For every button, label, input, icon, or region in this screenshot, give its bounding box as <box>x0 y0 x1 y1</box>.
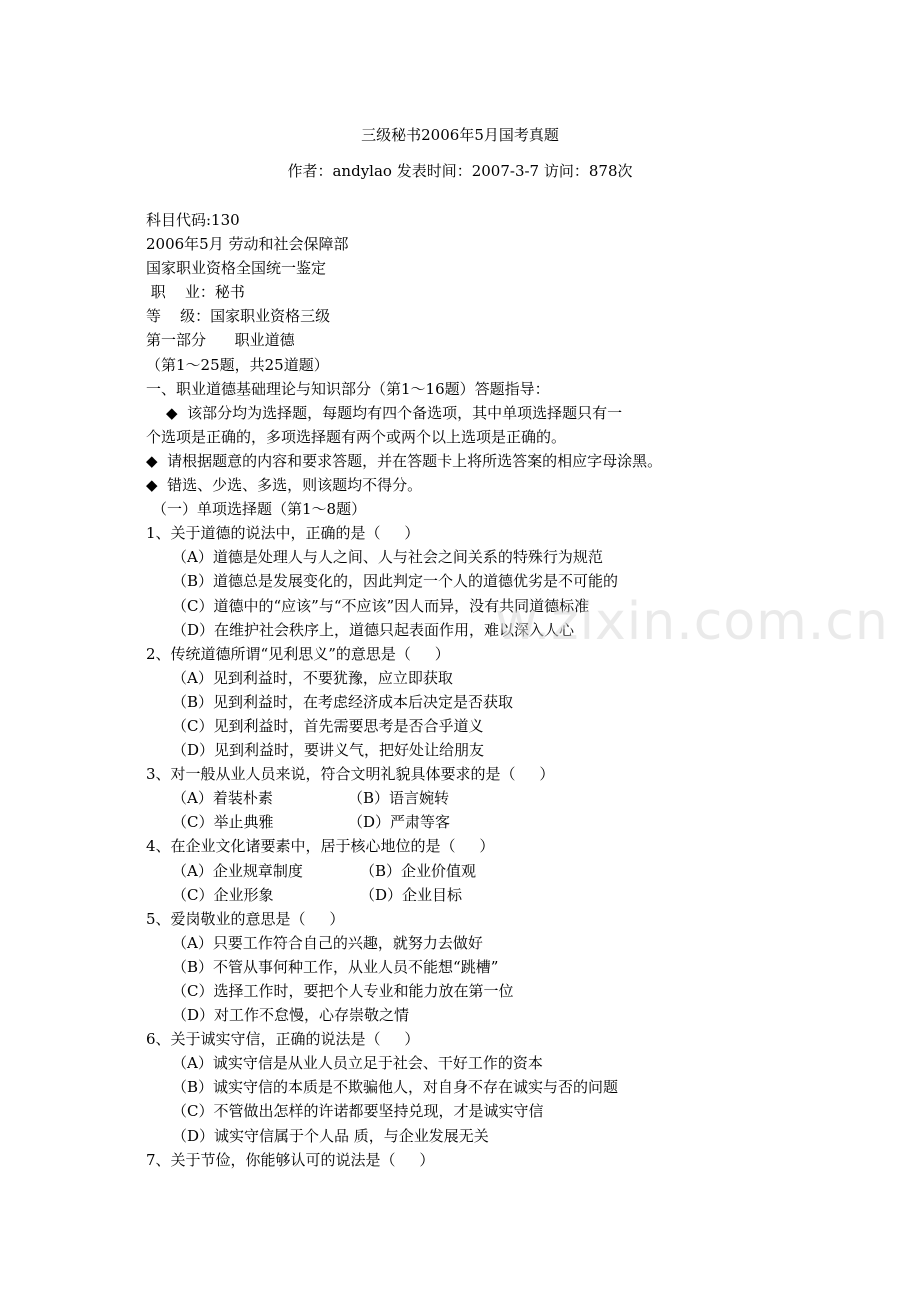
answer-option: （A）着装朴素 <box>172 789 273 808</box>
guide-2: ◆ 请根据题意的内容和要求答题，并在答题卡上将所选答案的相应字母涂黑。 <box>146 451 663 470</box>
single-choice-heading: （一）单项选择题（第1～8题） <box>152 500 367 519</box>
answer-option: （A）见到利益时，不要犹豫，应立即获取 <box>172 668 453 687</box>
answer-option: （B）见到利益时，在考虑经济成本后决定是否获取 <box>172 692 514 711</box>
answer-option: （C）见到利益时，首先需要思考是否合乎道义 <box>172 716 484 735</box>
answer-option: （A）诚实守信是从业人员立足于社会、干好工作的资本 <box>172 1054 543 1073</box>
answer-option-row <box>146 810 786 834</box>
author-line: 作者：andylao 发表时间：2007-3-7 访问：878次 <box>287 162 633 180</box>
answer-option-row <box>146 786 786 810</box>
question-stem: 6、关于诚实守信，正确的说法是（ ） <box>146 1030 420 1049</box>
level: 等 级：国家职业资格三级 <box>146 307 331 326</box>
question-stem: 4、在企业文化诸要素中，居于核心地位的是（ ） <box>146 837 495 856</box>
occupation: 职 业：秘书 <box>146 283 245 302</box>
part-range: （第1～25题，共25道题） <box>146 355 329 374</box>
document-body <box>146 208 786 1172</box>
answer-option: （C）道德中的“应该”与“不应该”因人而异，没有共同道德标准 <box>172 596 590 615</box>
section-heading: 一、职业道德基础理论与知识部分（第1～16题）答题指导： <box>146 379 550 398</box>
answer-option: （C）企业形象 <box>172 885 274 904</box>
answer-option: （D）在维护社会秩序上，道德只起表面作用，难以深入人心 <box>172 620 575 639</box>
answer-option: （B）不管从事何种工作，从业人员不能想“跳槽” <box>172 957 499 976</box>
answer-option: （B）诚实守信的本质是不欺骗他人，对自身不存在诚实与否的问题 <box>172 1078 619 1097</box>
question-stem: 3、对一般从业人员来说，符合文明礼貌具体要求的是（ ） <box>146 765 555 784</box>
subject-code: 科目代码:130 <box>146 211 240 229</box>
answer-option: （A）道德是处理人与人之间、人与社会之间关系的特殊行为规范 <box>172 548 603 567</box>
answer-option-row <box>146 883 786 907</box>
answer-option-row <box>146 859 786 883</box>
question-stem: 7、关于节俭，你能够认可的说法是（ ） <box>146 1150 435 1169</box>
guide-1b: 个选项是正确的，多项选择题有两个或两个以上选项是正确的。 <box>146 427 567 446</box>
answer-option: （C）不管做出怎样的许诺都要坚持兑现，才是诚实守信 <box>172 1102 544 1121</box>
answer-option: （D）诚实守信属于个人品 质，与企业发展无关 <box>172 1126 489 1145</box>
exam-name: 国家职业资格全国统一鉴定 <box>146 259 327 278</box>
answer-option: （D）见到利益时，要讲义气，把好处让给朋友 <box>172 741 485 760</box>
answer-option: （D）严肃等客 <box>348 813 451 832</box>
answer-option: （B）道德总是发展变化的，因此判定一个人的道德优劣是不可能的 <box>172 572 619 591</box>
document-title: 三级秘书2006年5月国考真题 <box>361 126 559 144</box>
watermark: w.zixin.com.cn <box>495 592 889 652</box>
answer-option: （D）对工作不怠慢，心存崇敬之情 <box>172 1006 410 1025</box>
answer-option: （B）语言婉转 <box>348 789 450 808</box>
question-list <box>146 521 786 1172</box>
date-org: 2006年5月 劳动和社会保障部 <box>146 235 349 254</box>
part-heading: 第一部分 职业道德 <box>146 331 295 350</box>
question-stem: 5、爱岗敬业的意思是（ ） <box>146 909 345 928</box>
answer-option: （D）企业目标 <box>360 885 463 904</box>
answer-option: （B）企业价值观 <box>360 861 477 880</box>
question-stem: 2、传统道德所谓“见利思义”的意思是（ ） <box>146 644 450 663</box>
answer-option: （A）只要工作符合自己的兴趣，就努力去做好 <box>172 933 483 952</box>
answer-option: （C）举止典雅 <box>172 813 274 832</box>
question-stem: 1、关于道德的说法中，正确的是（ ） <box>146 524 420 543</box>
guide-3: ◆ 错选、少选、多选，则该题均不得分。 <box>146 476 423 495</box>
answer-option: （C）选择工作时，要把个人专业和能力放在第一位 <box>172 982 514 1000</box>
answer-option: （A）企业规章制度 <box>172 861 303 880</box>
guide-1a: ◆ 该部分均为选择题，每题均有四个备选项，其中单项选择题只有一 <box>166 403 623 422</box>
